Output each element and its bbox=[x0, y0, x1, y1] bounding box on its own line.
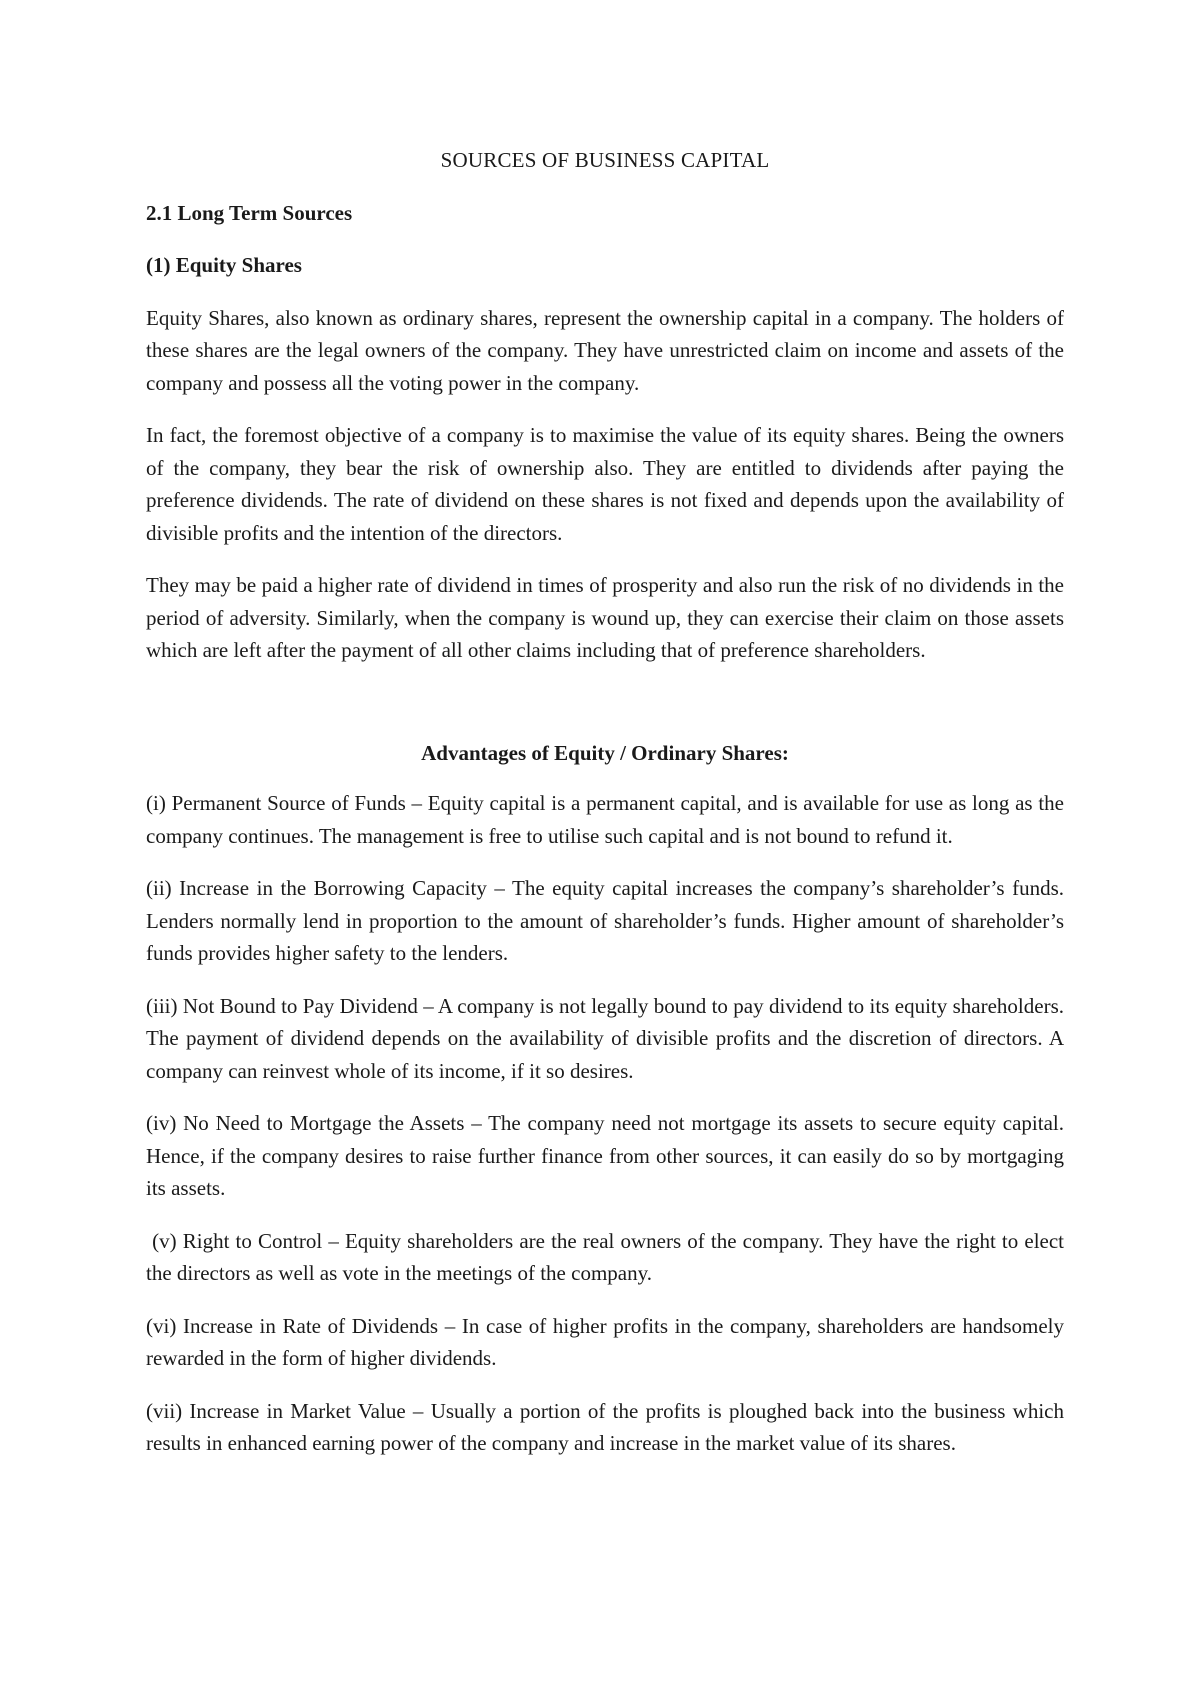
advantage-item: (ii) Increase in the Borrowing Capacity – The equity capital increases the company’s shareholder’s funds. Lenders normally lend in proportion to the amount of shareholder’s funds. Higher amount of shareholder’s funds provides higher safety to the lenders. bbox=[146, 876, 1064, 965]
advantage-item: (iv) No Need to Mortgage the Assets – The company need not mortgage its assets to secure equity capital. Hence, if the company desires to raise further finance from other sources, it can easily do so by mortgaging its assets. bbox=[146, 1111, 1064, 1200]
paragraph: Equity Shares, also known as ordinary shares, represent the ownership capital in a company. The holders of these shares are the legal owners of the company. They have unrestricted claim on income and assets of the company and possess all the voting power in the company. bbox=[146, 305, 1064, 395]
advantage-item: (v) Right to Control – Equity shareholders are the real owners of the company. They have the right to elect the directors as well as vote in the meetings of the company. bbox=[146, 1228, 1070, 1285]
advantage-item: (vi) Increase in Rate of Dividends – In case of higher profits in the company, shareholders are handsomely rewarded in the form of higher dividends. bbox=[146, 1313, 1064, 1370]
document-page bbox=[146, 140, 1070, 1480]
advantage-item: (iii) Not Bound to Pay Dividend – A company is not legally bound to pay dividend to its equity shareholders. The payment of dividend depends on the availability of divisible profits and the discretion of directors. A company can reinvest whole of its income, if it so desires. bbox=[146, 993, 1064, 1083]
section-heading: 2.1 Long Term Sources bbox=[146, 200, 353, 225]
advantage-item: (i) Permanent Source of Funds – Equity capital is a permanent capital, and is available for use as long as the company continues. The management is free to utilise such capital and is not bound to refund it. bbox=[146, 791, 1064, 848]
advantages-heading: Advantages of Equity / Ordinary Shares: bbox=[421, 740, 789, 765]
document-title: SOURCES OF BUSINESS CAPITAL bbox=[440, 148, 770, 172]
advantage-item: (vii) Increase in Market Value – Usually a portion of the profits is ploughed back into the business which results in enhanced earning power of the company and increase in the market value of its shares. bbox=[146, 1398, 1064, 1455]
paragraph: In fact, the foremost objective of a company is to maximise the value of its equity shares. Being the owners of the company, they bear the risk of ownership also. They are entitled to dividends after paying the preference dividends. The rate of dividend on these shares is not fixed and depends upon the availability of divisible profits and the intention of the directors. bbox=[146, 423, 1064, 545]
paragraph: They may be paid a higher rate of dividend in times of prosperity and also run the risk of no dividends in the period of adversity. Similarly, when the company is wound up, they can exercise their claim on those assets which are left after the payment of all other claims including that of preference shareholders. bbox=[146, 573, 1064, 662]
subsection-heading: (1) Equity Shares bbox=[146, 253, 302, 277]
